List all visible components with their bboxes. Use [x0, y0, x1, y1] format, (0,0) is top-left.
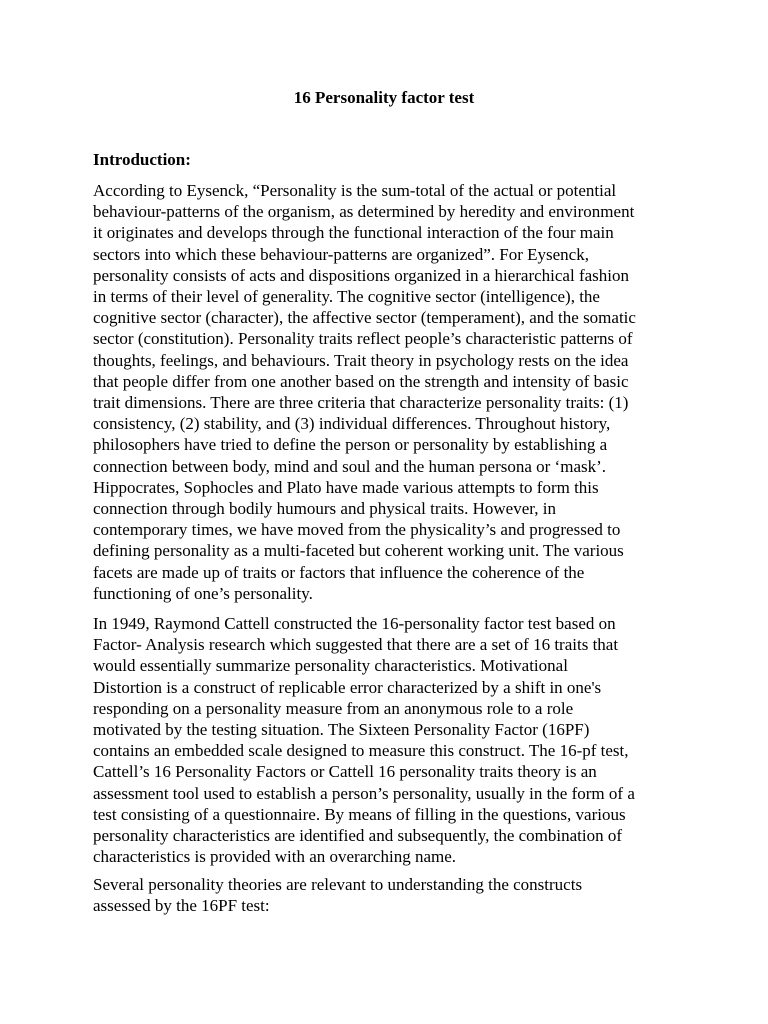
- section-heading-introduction: Introduction:: [93, 150, 191, 169]
- paragraph-line: cognitive sector (character), the affective sector (temperament), and the somatic: [93, 308, 636, 328]
- paragraph-line: Cattell’s 16 Personality Factors or Cattell 16 personality traits theory is an: [93, 762, 597, 782]
- paragraph-line: in terms of their level of generality. The cognitive sector (intelligence), the: [93, 287, 600, 307]
- paragraph-line: trait dimensions. There are three criteria that characterize personality traits: (1): [93, 393, 629, 413]
- paragraph-line: philosophers have tried to define the person or personality by establishing a: [93, 435, 608, 455]
- paragraph-line: would essentially summarize personality characteristics. Motivational: [93, 656, 568, 676]
- paragraph-line: Several personality theories are relevant to understanding the constructs: [93, 875, 583, 894]
- paragraph-line: functioning of one’s personality.: [93, 583, 313, 603]
- paragraph-line: assessment tool used to establish a person’s personality, usually in the form of a: [93, 783, 635, 803]
- paragraph-line: Distortion is a construct of replicable error characterized by a shift in one's: [93, 677, 602, 697]
- paragraph-line: sector (constitution). Personality traits reflect people’s characteristic patterns of: [93, 329, 633, 349]
- paragraph-line: personality consists of acts and dispositions organized in a hierarchical fashion: [93, 265, 629, 285]
- paragraph-line: behaviour-patterns of the organism, as determined by heredity and environment: [93, 202, 635, 222]
- paragraph-eysenck-definition: [93, 180, 683, 604]
- paragraph-line: that people differ from one another based on the strength and intensity of basic: [93, 371, 629, 391]
- paragraph-line: According to Eysenck, “Personality is the sum-total of the actual or potential: [93, 181, 617, 200]
- paragraph-line: In 1949, Raymond Cattell constructed the 16-personality factor test based on: [93, 614, 616, 633]
- paragraph-line: consistency, (2) stability, and (3) individual differences. Throughout history,: [93, 414, 611, 434]
- paragraph-line: it originates and develops through the functional interaction of the four main: [93, 223, 614, 243]
- paragraph-line: sectors into which these behaviour-patterns are organized”. For Eysenck,: [93, 244, 589, 264]
- paragraph-line: thoughts, feelings, and behaviours. Trait theory in psychology rests on the idea: [93, 350, 629, 370]
- paragraph-line: test consisting of a questionnaire. By means of filling in the questions, various: [93, 804, 626, 824]
- paragraph-line: responding on a personality measure from an anonymous role to a role: [93, 698, 574, 718]
- paragraph-line: connection through bodily humours and physical traits. However, in: [93, 499, 556, 519]
- paragraph-line: Hippocrates, Sophocles and Plato have made various attempts to form this: [93, 477, 599, 497]
- document-title: 16 Personality factor test: [293, 88, 475, 107]
- paragraph-line: contemporary times, we have moved from the physicality’s and progressed to: [93, 520, 621, 540]
- paragraph-line: contains an embedded scale designed to measure this construct. The 16-pf test,: [93, 741, 629, 761]
- paragraph-line: facets are made up of traits or factors that influence the coherence of the: [93, 562, 585, 582]
- paragraph-line: defining personality as a multi-faceted but coherent working unit. The various: [93, 541, 624, 561]
- paragraph-theories-intro: [93, 874, 683, 916]
- paragraph-line: motivated by the testing situation. The Sixteen Personality Factor (16PF): [93, 720, 590, 740]
- paragraph-line: Factor- Analysis research which suggested that there are a set of 16 traits that: [93, 635, 619, 655]
- paragraph-line: characteristics is provided with an overarching name.: [93, 847, 457, 867]
- paragraph-line: assessed by the 16PF test:: [93, 896, 270, 916]
- paragraph-cattell-history: [93, 613, 683, 867]
- paragraph-line: connection between body, mind and soul and the human persona or ‘mask’.: [93, 456, 607, 476]
- paragraph-line: personality characteristics are identified and subsequently, the combination of: [93, 826, 623, 846]
